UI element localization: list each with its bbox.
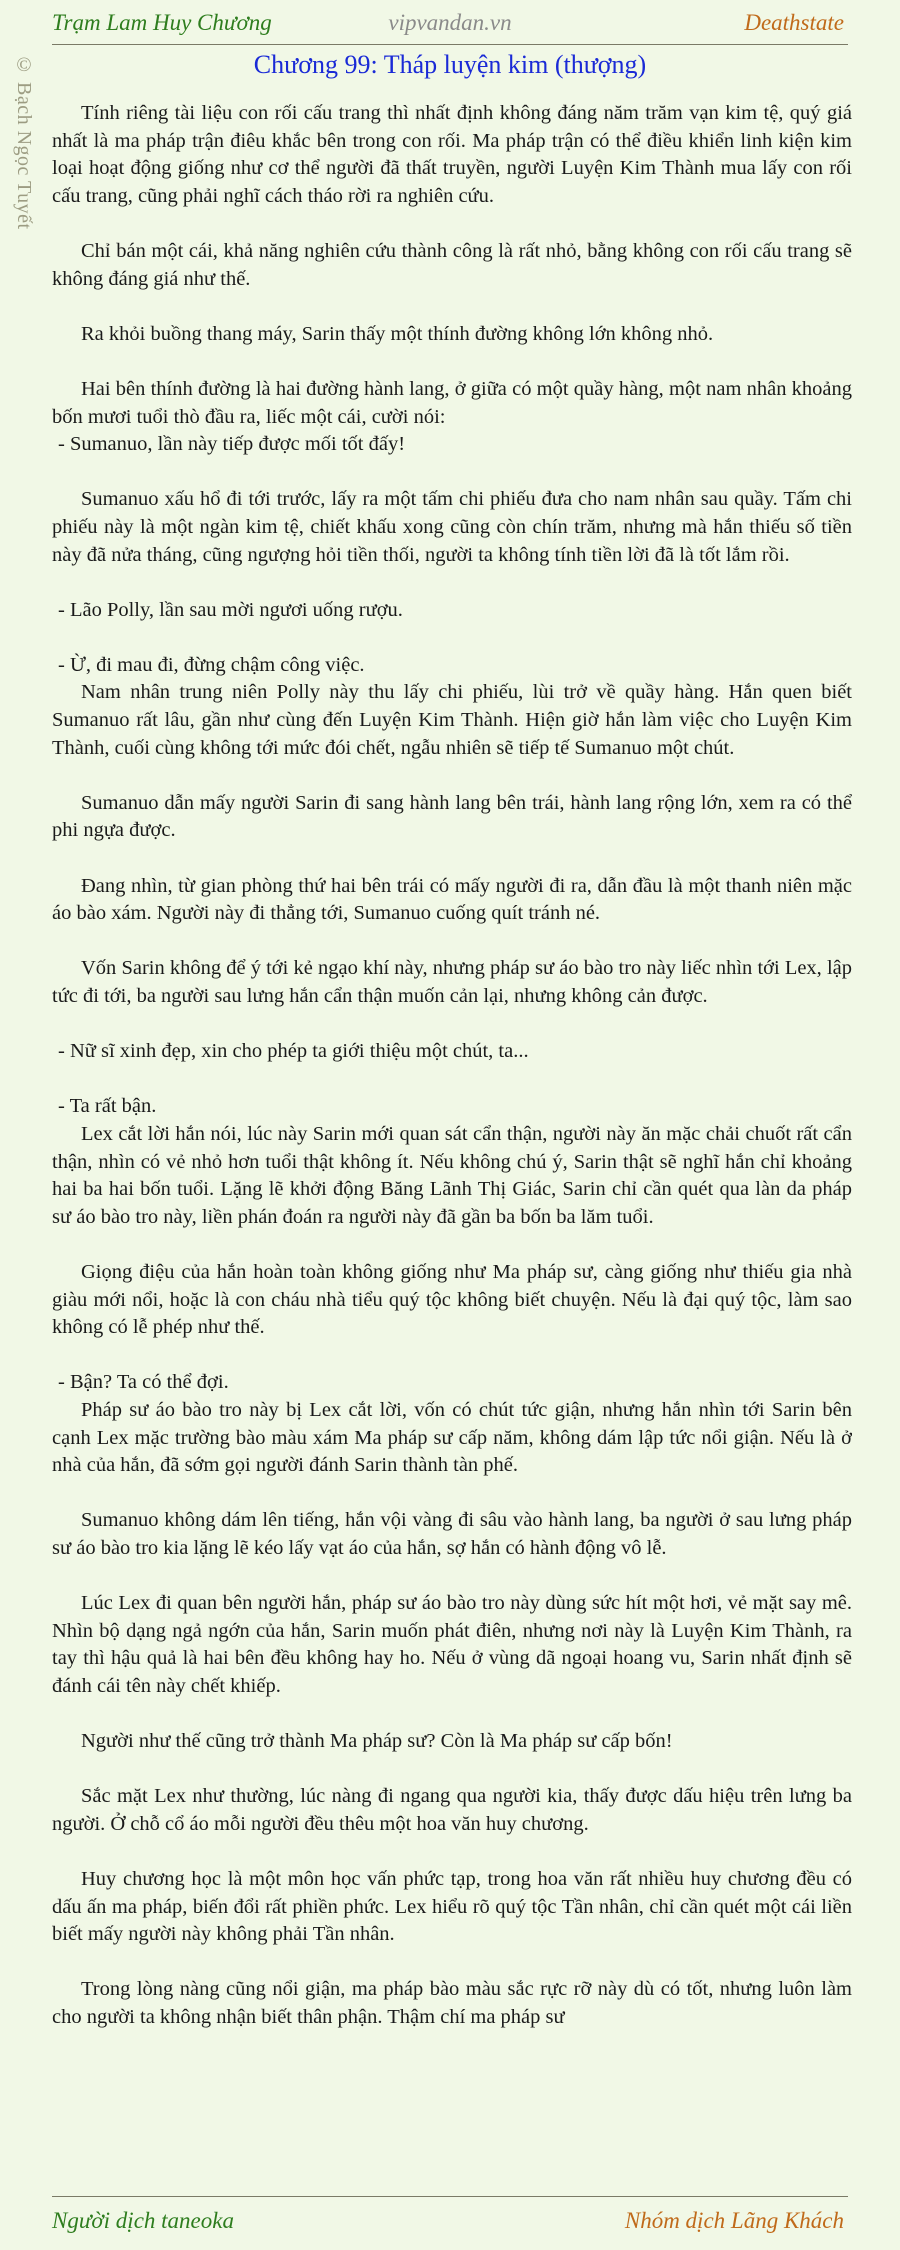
- paragraph: Lúc Lex đi quan bên người hắn, pháp sư áo bào tro này dùng sức hít một hơi, vẻ mặt say mê. Nhìn bộ dạng ngả ngớn của hắn, Sarin muốn phát điên, nhưng nơi này là Luyện Kim Thành, ra tay thì hậu quả là hai bên đều không hay ho. Nếu ở vùng dã ngoại hoang vu, Sarin nhất định sẽ đánh cái tên này chết khiếp.: [52, 1592, 852, 1697]
- page-footer: [52, 2196, 848, 2241]
- dialogue-line: - Bận? Ta có thể đợi.: [58, 1371, 229, 1394]
- paragraph: Sumanuo xấu hổ đi tới trước, lấy ra một tấm chi phiếu đưa cho nam nhân sau quầy. Tấm chi phiếu này là một ngàn kim tệ, chiết khấu xong cũng còn chín trăm, nhưng mà hắn thiếu số tiền này đã nửa tháng, cũng ngượng hỏi tiền thối, người ta không tính tiền lời đã là tốt lắm rồi.: [52, 488, 852, 566]
- paragraph: Lex cắt lời hắn nói, lúc này Sarin mới quan sát cẩn thận, người này ăn mặc chải chuốt rất cẩn thận, nhìn có vẻ nhỏ hơn tuổi thật không ít. Nếu không chú ý, Sarin thật sẽ nghĩ hắn chỉ khoảng hai ba hai bốn tuổi. Lặng lẽ khởi động Băng Lãnh Thị Giác, Sarin chỉ cần quét qua làn da pháp sư áo bào tro này, liền phán đoán ra người này đã gần ba bốn ba lăm tuổi.: [52, 1122, 852, 1228]
- paragraph: Ra khỏi buồng thang máy, Sarin thấy một thính đường không lớn không nhỏ.: [81, 322, 714, 345]
- side-copyright: © Bạch Ngọc Tuyết: [13, 54, 35, 230]
- paragraph: Đang nhìn, từ gian phòng thứ hai bên trái có mấy người đi ra, dẫn đầu là một thanh niên mặc áo bào xám. Người này đi thẳng tới, Sumanuo cuống quít tránh né.: [52, 874, 852, 925]
- paragraph: Sumanuo dẫn mấy người Sarin đi sang hành lang bên trái, hành lang rộng lớn, xem ra có thể phi ngựa được.: [52, 791, 852, 842]
- paragraph: Chỉ bán một cái, khả năng nghiên cứu thành công là rất nhỏ, bằng không con rối cấu trang sẽ không đáng giá như thế.: [52, 239, 852, 290]
- paragraph: Nam nhân trung niên Polly này thu lấy chi phiếu, lùi trở về quầy hàng. Hắn quen biết Sumanuo rất lâu, gần như cùng đến Luyện Kim Thành. Hiện giờ hắn làm việc cho Luyện Kim Thành, cuối cùng không tới mức đói chết, ngẫu nhiên sẽ tiếp tế Sumanuo một chút.: [52, 681, 852, 759]
- paragraph: Giọng điệu của hắn hoàn toàn không giống như Ma pháp sư, càng giống như thiếu gia nhà giàu mới nổi, hoặc là con cháu nhà tiểu quý tộc không biết chuyện. Nếu là đại quý tộc, làm sao không có lễ phép như thế.: [52, 1260, 852, 1339]
- paragraph: Vốn Sarin không để ý tới kẻ ngạo khí này, nhưng pháp sư áo bào tro này liếc nhìn tới Lex, lập tức đi tới, ba người sau lưng hắn cẩn thận muốn cản lại, nhưng không cản được.: [52, 957, 852, 1007]
- paragraph: Trong lòng nàng cũng nổi giận, ma pháp bào màu sắc rực rỡ này dù có tốt, nhưng luôn làm cho người ta không nhận biết thân phận. Thậm chí ma pháp sư: [52, 1978, 852, 2028]
- dialogue-line: - Lão Polly, lần sau mời ngươi uống rượu.: [58, 598, 403, 621]
- footer-group: Nhóm dịch Lãng Khách: [624, 2208, 844, 2233]
- dialogue-line: - Ừ, đi mau đi, đừng chậm công việc.: [58, 653, 365, 676]
- footer-translator: Người dịch taneoka: [52, 2208, 234, 2233]
- chapter-title: Chương 99: Tháp luyện kim (thượng): [253, 50, 647, 79]
- paragraph: Sumanuo không dám lên tiếng, hắn vội vàng đi sâu vào hành lang, ba người ở sau lưng pháp sư áo bào tro kia lặng lẽ kéo lấy vạt áo của hắn, sợ hắn có hành động vô lễ.: [52, 1509, 852, 1559]
- header-website: vipvandan.vn: [388, 10, 512, 35]
- header-author: Deathstate: [744, 10, 844, 35]
- page-header: [52, 6, 848, 45]
- paragraph: Sắc mặt Lex như thường, lúc nàng đi ngang qua người kia, thấy được dấu hiệu trên lưng ba người. Ở chỗ cổ áo mỗi người đều thêu một hoa văn huy chương.: [52, 1785, 852, 1835]
- dialogue-line: - Sumanuo, lần này tiếp được mối tốt đấy!: [58, 433, 406, 456]
- dialogue-line: - Ta rất bận.: [58, 1095, 157, 1118]
- header-novel-title: Trạm Lam Huy Chương: [52, 10, 272, 35]
- paragraph: Người như thế cũng trở thành Ma pháp sư? Còn là Ma pháp sư cấp bốn!: [81, 1730, 673, 1753]
- paragraph: Pháp sư áo bào tro này bị Lex cắt lời, vốn có chút tức giận, nhưng hắn nhìn tới Sarin bên cạnh Lex mặc trường bào màu xám Ma pháp sư cấp năm, không dám lập tức nổi giận. Nếu là ở nhà của hắn, đã sớm gọi người đánh Sarin thành tàn phế.: [52, 1398, 852, 1477]
- paragraph: Hai bên thính đường là hai đường hành lang, ở giữa có một quầy hàng, một nam nhân khoảng bốn mươi tuổi thò đầu ra, liếc một cái, cười nói:: [52, 377, 852, 428]
- dialogue-line: - Nữ sĩ xinh đẹp, xin cho phép ta giới thiệu một chút, ta...: [58, 1040, 529, 1063]
- paragraph: Huy chương học là một môn học vấn phức tạp, trong hoa văn rất nhiều huy chương đều có dấu ấn ma pháp, biến đổi rất phiền phức. Lex hiểu rõ quý tộc Tần nhân, chỉ cần quét một cái liền biết mấy người này không phải Tần nhân.: [52, 1868, 852, 1946]
- chapter-body: [52, 100, 852, 2180]
- paragraph: Tính riêng tài liệu con rối cấu trang thì nhất định không đáng năm trăm vạn kim tệ, quý giá nhất là ma pháp trận điêu khắc bên trong con rối. Ma pháp trận có thể điều khiển linh kiện kim loại hoạt động giống như cơ thể người đã thất truyền, người Luyện Kim Thành mua lấy con rối cấu trang, cũng phải nghĩ cách tháo rời ra nghiên cứu.: [52, 102, 852, 207]
